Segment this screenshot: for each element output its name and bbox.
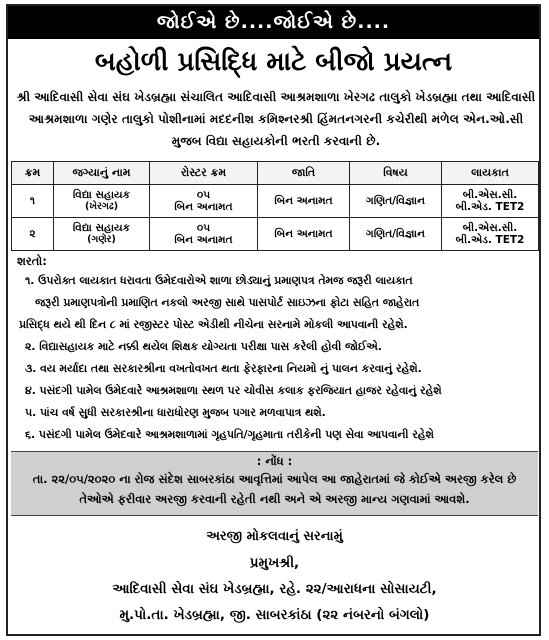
condition-line: ૬. પસંદગી પામેલ ઉમેદવારે આશ્રમશાળામાં ગૃહપતિ/ગૃહમાતા તરીકેની પણ સેવા આપવાની રહેશે [25, 428, 434, 441]
row-post [54, 185, 150, 218]
table-row [12, 185, 539, 218]
row-qualification [442, 185, 539, 218]
qualification-tet: બી.એડ. TET2 [455, 201, 525, 213]
row-qualification [442, 218, 539, 251]
row-post [54, 218, 150, 251]
condition-line: ૧. ઉપરોક્ત લાયકાત ધરાવતા ઉમેદવારોએ શાળા છોડ્યાનું પ્રમાણપત્ર તેમજ જરૂરી લાયકાત [25, 274, 413, 287]
intro-paragraph: શ્રી આદિવાસી સેવા સંઘ ખેડબ્રહ્મા સંચાલિત આદિવાસી આશ્રમશાળા ખેરગઢ તાલુકો ખેડબ્રહ્મા તથા આદિવાસી આશ્રમશાળા ગણેર તાલુકો પોશીનામાં મદદનીશ કમિશ્નરશ્રી હિંમતનગરની કચેરીથી મળેલ એન.ઓ.સી મુજબ વિદ્યા સહાયકોની ભરતી કરવાની છે. [16, 90, 536, 148]
conditions-section [11, 252, 538, 448]
post-place: (ગણેર) [87, 234, 116, 245]
row-serial: ૨ [12, 218, 54, 251]
roster-category: બિન અનામત [174, 201, 233, 213]
row-subject: ગણિત/વિજ્ઞાન [350, 185, 442, 218]
row-serial: ૧ [12, 185, 54, 218]
note-text: તા. ૨૨/૦૫/૨૦૨૦ ના રોજ સંદેશ સાબરકાંઠા આવૃત્તિમાં આપેલ આ જાહેરાતમાં જે કોઈએ અરજી કરેલ છે તેઓએ ફરીવાર અરજી કરવાની રહેતી નથી અને એ અરજી માન્ય ગણવામાં આવશે. [32, 472, 517, 506]
roster-number: ૦૫ [196, 189, 211, 201]
header-caste: જાતિ [258, 162, 350, 185]
post-name: વિદ્યા સહાયક [72, 189, 131, 201]
row-caste: બિન અનામત [258, 218, 350, 251]
note-box [11, 451, 538, 516]
condition-line: ૩. વય મર્યાદા તથા સરકારશ્રીના વખતોવખત થતા ફેરફારના નિયમો નું પાલન કરવાનું રહેશે. [25, 362, 422, 375]
table-header-row [12, 162, 539, 185]
address-block [11, 524, 538, 628]
condition-line: જરૂરી પ્રમાણપત્રોની પ્રમાણિત નકલો અરજી સાથે પાસપોર્ટ સાઇઝના ફોટા સહિત જાહેરાત [35, 296, 420, 309]
condition-line: ૪. પસંદગી પામેલ ઉમેદવારે આશ્રમશાળા સ્થળ પર ચોવીસ કલાક ફરજિયાત હાજર રહેવાનું રહેશે [25, 384, 442, 397]
address-recipient: પ્રમુખશ્રી, [249, 555, 300, 571]
roster-category: બિન અનામત [174, 234, 233, 246]
advertisement-title: બહોળી પ્રસિદ્ધિ માટે બીજો પ્રયત્ન [94, 47, 453, 77]
table-row [12, 218, 539, 251]
row-roster [150, 185, 258, 218]
row-subject: ગણિત/વિજ્ઞાન [350, 218, 442, 251]
condition-line: ૨. વિદ્યાસહાયક માટે નક્કી થયેલ શિક્ષક યોગ્યતા પરીક્ષા પાસ કરેલી હોવી જોઈએ. [25, 340, 382, 353]
header-serial: ક્રમ [12, 162, 54, 185]
row-caste: બિન અનામત [258, 185, 350, 218]
wanted-banner: જોઈએ છે....જોઈએ છે.... [8, 6, 539, 39]
header-post-name: જગ્યાનું નામ [54, 162, 150, 185]
header-qualification: લાયકાત [442, 162, 539, 185]
condition-line: પ્રસિદ્ધ થયે થી દિન ૮ માં રજીસ્ટર પોસ્ટ એડીથી નીચેના સરનામે મોકલી આપવાની રહેશે. [19, 318, 408, 331]
post-place: (ખેરગઢ) [84, 201, 119, 212]
conditions-heading: શરતો: [17, 254, 47, 268]
vacancy-table [11, 161, 539, 251]
qualification-tet: બી.એડ. TET2 [455, 234, 525, 246]
note-title: : નોંધ : [256, 454, 293, 468]
header-roster: રોસ્ટર ક્રમ [150, 162, 258, 185]
address-heading: અરજી મોકલવાનું સરનામું [206, 529, 343, 544]
qualification-degree: બી.એસ.સી. [462, 189, 518, 201]
post-name: વિદ્યા સહાયક [72, 222, 131, 234]
qualification-degree: બી.એસ.સી. [462, 222, 518, 234]
condition-line: ૫. પાંચ વર્ષ સુધી સરકારશ્રીના ધારાધોરણ મુજબ પગાર મળવાપાત્ર થશે. [25, 406, 326, 419]
row-roster [150, 218, 258, 251]
roster-number: ૦૫ [196, 222, 211, 234]
address-location: મુ.પો.તા. ખેડબ્રહ્મા, જી. સાબરકાંઠા (૨૨ નંબરનો બંગલો) [119, 607, 430, 623]
header-subject: વિષય [350, 162, 442, 185]
address-organization: આદિવાસી સેવા સંઘ ખેડબ્રહ્મા, રહે. ૨૨/આરાધના સોસાયટી, [112, 581, 437, 597]
